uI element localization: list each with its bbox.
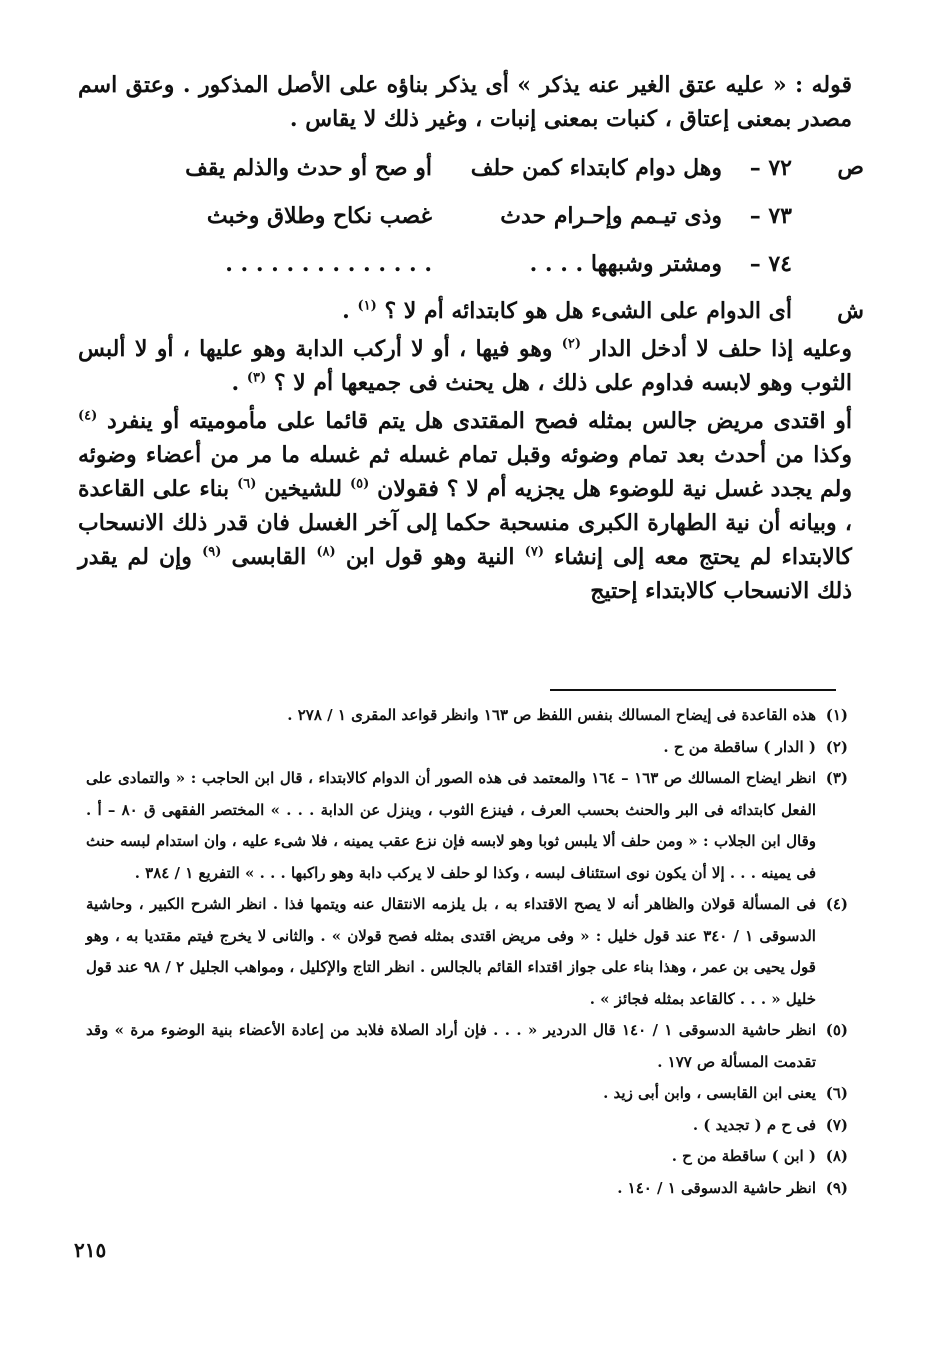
footnote-9 — [86, 1173, 848, 1205]
footnote-8 — [86, 1141, 848, 1173]
footnote-1 — [86, 700, 848, 732]
footnote-number: (٣) — [825, 769, 848, 787]
verse-marker: ص — [837, 154, 864, 180]
footnote-number: (٢) — [825, 737, 848, 756]
main-text — [78, 68, 864, 612]
verse-block — [78, 144, 864, 288]
paragraph-3-text-b: وكذا من أحدث بعد تمام وضوئه وقبل تمام غسله ثم غسله ما مر من أعضاء وضوئه ولم يجدد غسل نية للوضوء هل يجزيه أم لا ؟ فقولان — [78, 442, 852, 502]
footnote-ref-4: (٤) — [78, 408, 98, 424]
footnote-text: فى ح م ( تجديد ) . — [692, 1115, 816, 1134]
footnote-text: هذه القاعدة فى إيضاح المسالك بنفس اللفظ ص ١٦٣ وانظر قواعد المقرى ١ / ٢٧٨ . — [287, 706, 816, 724]
footnote-6 — [86, 1078, 848, 1110]
footnote-ref-2: (٢) — [561, 336, 582, 352]
footnote-text: ( ابن ) ساقطة من ح . — [671, 1147, 816, 1165]
verse-second-hemistich: أو صح أو حدث والذلم يقف — [185, 155, 432, 181]
verse-first-hemistich: ومشتر وشبهها . . . . — [529, 251, 722, 277]
footnote-5 — [86, 1015, 848, 1078]
footnote-text: ( الدار ) ساقطة من ح . — [663, 737, 816, 756]
verse-first-hemistich: وذى تيـمم وإحـرام حدث — [500, 203, 722, 229]
footnote-ref-6: (٦) — [237, 476, 257, 492]
verse-72 — [78, 144, 852, 192]
footnote-ref-3: (٣) — [246, 370, 267, 386]
footnote-text: انظر ايضاح المسالك ص ١٦٣ – ١٦٤ والمعتمد فى هذه الصور أن الدوام كالابتداء ، قال ابن الحاجب : « والتمادى على الفعل كابتدائه فى البر والحنث بحسب العرف ، فينزع الثوب ، وينزل عن الدابة . . . » المختصر الفقهى ق ٨٠ – أ . وقال ابن الجلاب : « ومن حلف ألا يلبس ثوبا وهو لابسه فإن نزع عقب يمينه ، فلا شىء عليه ، وان استدام لبسه حنث فى يمينه . . . إلا أن يكون نوى استئناف لبسه ، وكذا لو حلف لا يركب دابة وهو راكبها . . . » التفريع ١ / ٣٨٤ . — [86, 769, 816, 882]
footnote-text: انظر حاشية الدسوقى ١ / ١٤٠ قال الدردير « . . . فإن أراد الصلاة فلابد من إعادة الأعضاء بنية الوضوء مرة » وقد تقدمت المسألة ص ١٧٧ . — [86, 1021, 817, 1071]
paragraph-3-text-a: أو اقتدى مريض جالس بمثله فصح المقتدى هل يتم قائما على مأموميته أو ينفرد — [106, 408, 852, 434]
footnote-ref-7: (٧) — [524, 544, 544, 560]
footnote-number: (٤) — [825, 895, 848, 913]
paragraph-2-text-a: وعليه إذا حلف لا أدخل الدار — [590, 336, 852, 362]
footnote-7 — [86, 1110, 848, 1142]
paragraph-2-text-b: وهو فيها ، أو لا أركب الدابة وهو عليها ، أو لا ألبس الثوب وهو لابسه فداوم على ذلك ، هل يحنث فى جميعها أم لا ؟ — [78, 336, 852, 396]
verse-second-hemistich: . . . . . . . . . . . . . . — [225, 251, 432, 277]
verse-number: ٧٢ – — [749, 155, 792, 181]
paragraph-1-text: قوله : « عليه عتق الغير عنه يذكر » أى يذكر بناؤه على الأصل المذكور . وعتق اسم مصدر بمعنى إعتاق ، كنبات بمعنى إنبات ، وغير ذلك لا يقاس . — [78, 72, 852, 132]
footnote-ref-8: (٨) — [316, 544, 336, 560]
footnote-ref-9: (٩) — [202, 544, 222, 560]
paragraph-3-text-e: النية وهو قول ابن — [345, 544, 515, 570]
footnote-text: يعنى ابن القابسى ، وابن أبى زيد . — [603, 1084, 816, 1102]
footnote-number: (٥) — [825, 1021, 848, 1039]
verse-73 — [78, 192, 852, 240]
footnote-text: فى المسألة قولان والظاهر أنه لا يصح الاقتداء به ، بل يلزمه الانتقال عنه ويتمها فذا . انظر الشرح الكبير ، وحاشية الدسوقى ١ / ٣٤٠ عند قول خليل : « وفى مريض اقتدى بمثله فصح قولان » . والثانى لا يخرج فيتم مقتديا به ، وهو قول يحيى بن عمر ، وهذا بناء على جواز اقتداء القائم بالجالس . انظر التاج والإكليل ، ومواهب الجليل ٢ / ٩٨ عند قول خليل « . . . كالقاعد بمثله فجائز » . — [86, 895, 816, 1008]
commentary-line: ش أى الدوام على الشىء هل هو كابتدائه أم لا ؟ $^{(١)}$ . — [78, 294, 852, 328]
footnote-4 — [86, 889, 848, 1015]
footnote-number: (١) — [825, 706, 848, 724]
paragraph-3-text-c: للشيخين — [264, 476, 343, 502]
paragraph-1 — [78, 68, 852, 136]
footnote-2 — [86, 732, 848, 764]
verse-number: ٧٣ – — [749, 203, 792, 229]
paragraph-2: وعليه إذا حلف لا أدخل الدار $^{(٢)}$ وهو فيها ، أو لا أركب الدابة وهو عليها ، أو لا ألبس الثوب وهو لابسه فداوم على ذلك ، هل يحنث فى جميعها أم لا ؟ $^{(٣)}$ . — [78, 336, 852, 396]
paragraph-3 — [78, 404, 852, 608]
verse-first-hemistich: وهل دوام كابتداء كمن حلف — [470, 155, 722, 181]
footnote-number: (٩) — [825, 1178, 848, 1197]
footnote-number: (٨) — [825, 1147, 848, 1165]
footnote-divider — [550, 689, 836, 691]
paragraph-3-text-g: وإن لم يقدر ذلك الانسحاب كالابتداء إحتيج — [78, 544, 852, 604]
commentary-marker: ش — [837, 298, 864, 324]
footnote-ref-5: (٥) — [349, 476, 370, 492]
footnote-text: انظر حاشية الدسوقى ١ / ١٤٠ . — [617, 1178, 816, 1197]
page-number: ٢١٥ — [74, 1238, 107, 1262]
paragraph-3-text-d: بناء على القاعدة ، وبيانه أن نية الطهارة الكبرى منسحبة حكما إلى آخر الغسل فان قدر ذلك الانسحاب كالابتداء لم يحتج معه إلى إنشاء — [78, 476, 852, 570]
footnote-ref-1: (١) — [357, 298, 377, 314]
footnotes — [86, 700, 848, 1204]
verse-number: ٧٤ – — [749, 251, 792, 277]
footnote-3 — [86, 763, 848, 889]
footnote-number: (٦) — [825, 1084, 848, 1102]
paragraph-3-text-f: القابسى — [231, 544, 307, 570]
commentary-text: أى الدوام على الشىء هل هو كابتدائه أم لا ؟ — [384, 298, 792, 324]
footnote-number: (٧) — [825, 1115, 848, 1134]
verse-second-hemistich: غصب نكاح وطلاق وخبث — [206, 203, 432, 229]
verse-74 — [78, 240, 852, 288]
